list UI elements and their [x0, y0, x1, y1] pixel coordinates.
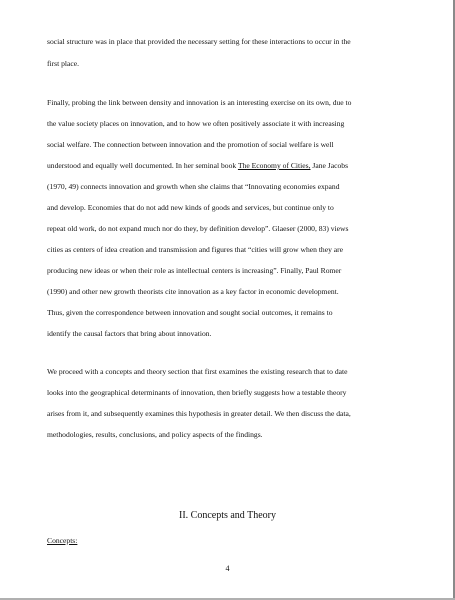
text-line: arises from it, and subsequently examines this hypothesis in greater detail. We then discuss the data,: [47, 409, 351, 418]
text-line: identify the causal factors that bring about innovation.: [47, 329, 212, 338]
text-line: first place.: [47, 59, 80, 68]
text-segment: understood and equally well documented. In her seminal book: [47, 161, 238, 170]
text-line: and develop. Economies that do not add new kinds of goods and services, but continue only to: [47, 203, 334, 212]
book-title: The Economy of Cities,: [237, 161, 311, 170]
text-line: social structure was in place that provided the necessary setting for these interactions to occur in the: [47, 37, 351, 46]
text-line-with-title: [47, 161, 419, 170]
page-number: 4: [225, 564, 230, 573]
text-line: producing new ideas or when their role as intellectual centers is increasing”. Finally, Paul Romer: [47, 266, 342, 275]
subsection-heading: Concepts:: [47, 536, 78, 545]
text-line: social welfare. The connection between innovation and the promotion of social welfare is well: [47, 140, 334, 149]
text-line: repeat old work, do not expand much nor do they, by definition develop”. Glaeser (2000, 83) views: [47, 224, 349, 233]
text-line: methodologies, results, conclusions, and policy aspects of the findings.: [47, 430, 263, 439]
text-line: We proceed with a concepts and theory section that first examines the existing research that to date: [47, 367, 348, 376]
text-line: (1990) and other new growth theorists cite innovation as a key factor in economic development.: [47, 287, 339, 296]
text-line: looks into the geographical determinants of innovation, then briefly suggests how a testable theory: [47, 388, 347, 397]
text-line: Finally, probing the link between density and innovation is an interesting exercise on its own, due to: [47, 98, 352, 107]
section-heading: II. Concepts and Theory: [178, 510, 276, 521]
text-segment: Jane Jacobs: [310, 161, 349, 170]
text-line: Thus, given the correspondence between innovation and sought social outcomes, it remains to: [47, 308, 333, 317]
text-line: (1970, 49) connects innovation and growth when she claims that “Innovating economies expand: [47, 182, 340, 191]
text-line: cities as centers of idea creation and transmission and figures that “cities will grow when they are: [47, 245, 344, 254]
text-line: the value society places on innovation, and to how we often positively associate it with increasing: [47, 119, 345, 128]
